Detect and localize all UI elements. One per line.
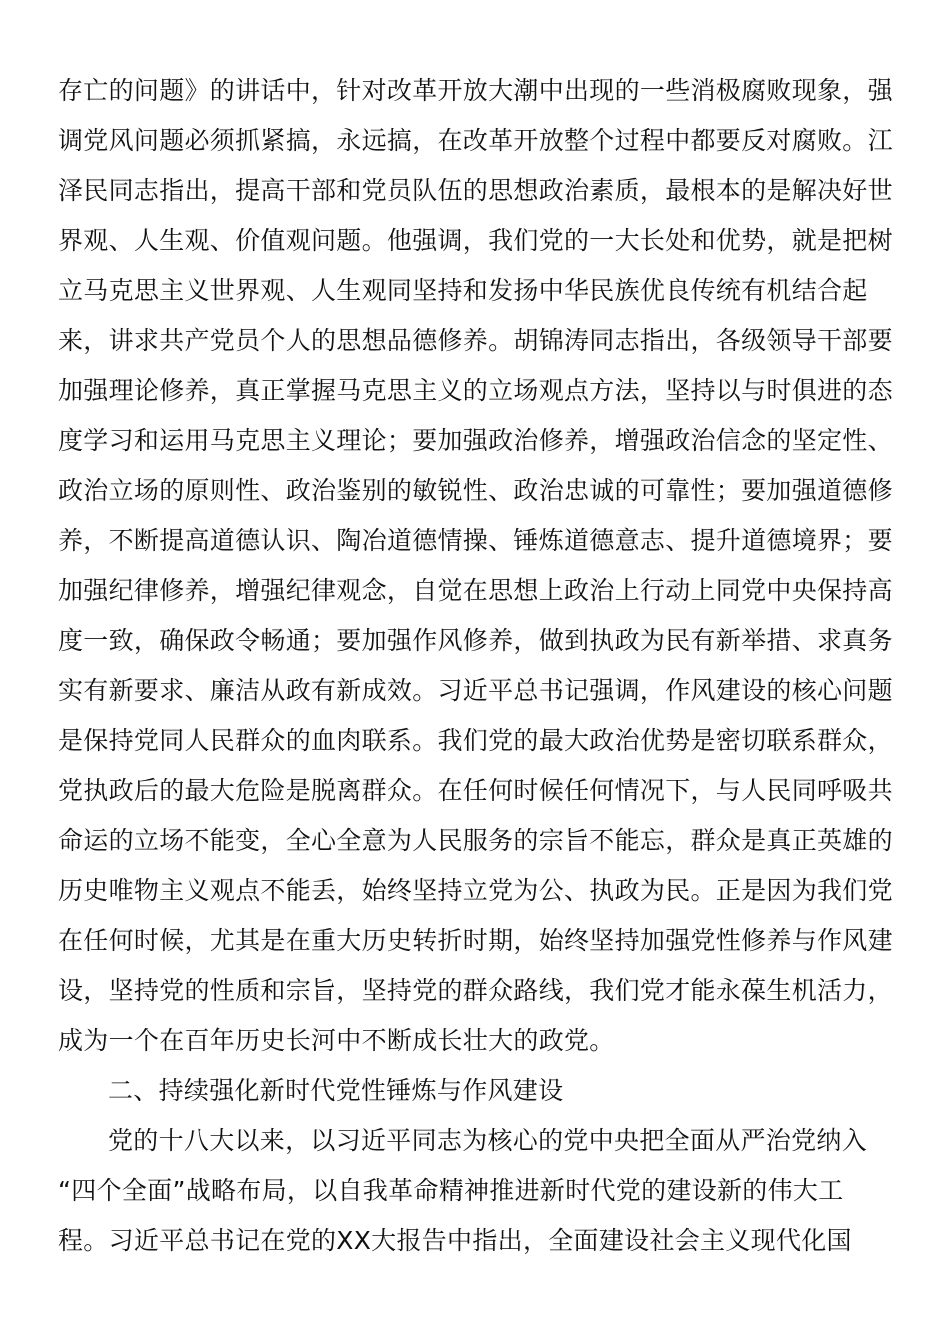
text-line: “四个全面”战略布局，以自我革命精神推进新时代党的建设新的伟大工 (58, 1176, 844, 1205)
section-heading: 二、持续强化新时代党性锤炼与作风建设 (108, 1076, 564, 1105)
text-line: 加强理论修养，真正掌握马克思主义的立场观点方法，坚持以与时俱进的态 (58, 376, 893, 405)
text-line: 立马克思主义世界观、人生观同坚持和发扬中华民族优良传统有机结合起 (58, 276, 868, 305)
text-line: 设，坚持党的性质和宗旨，坚持党的群众路线，我们党才能永葆生机活力， (58, 976, 893, 1005)
text-line: 来，讲求共产党员个人的思想品德修养。胡锦涛同志指出，各级领导干部要 (58, 326, 893, 355)
text-line: 命运的立场不能变，全心全意为人民服务的宗旨不能忘，群众是真正英雄的 (58, 826, 893, 855)
text-line: 程。习近平总书记在党的XX大报告中指出，全面建设社会主义现代化国 (58, 1226, 852, 1255)
text-line: 是保持党同人民群众的血肉联系。我们党的最大政治优势是密切联系群众， (58, 726, 893, 755)
text-line: 党执政后的最大危险是脱离群众。在任何时候任何情况下，与人民同呼吸共 (58, 776, 893, 805)
text-line: 成为一个在百年历史长河中不断成长壮大的政党。 (58, 1026, 615, 1055)
text-line: 在任何时候，尤其是在重大历史转折时期，始终坚持加强党性修养与作风建 (58, 926, 893, 955)
text-line: 党的十八大以来，以习近平同志为核心的党中央把全面从严治党纳入 (108, 1126, 868, 1155)
text-line: 度学习和运用马克思主义理论；要加强政治修养，增强政治信念的坚定性、 (58, 426, 893, 455)
text-line: 实有新要求、廉洁从政有新成效。习近平总书记强调，作风建设的核心问题 (58, 676, 893, 705)
text-line: 养，不断提高道德认识、陶冶道德情操、锤炼道德意志、提升道德境界；要 (58, 526, 893, 555)
text-line: 历史唯物主义观点不能丢，始终坚持立党为公、执政为民。正是因为我们党 (58, 876, 893, 905)
text-line: 泽民同志指出，提高干部和党员队伍的思想政治素质，最根本的是解决好世 (58, 176, 893, 205)
text-line: 存亡的问题》的讲话中，针对改革开放大潮中出现的一些消极腐败现象，强 (58, 76, 893, 105)
text-line: 度一致，确保政令畅通；要加强作风修养，做到执政为民有新举措、求真务 (58, 626, 893, 655)
text-line: 加强纪律修养，增强纪律观念，自觉在思想上政治上行动上同党中央保持高 (58, 576, 893, 605)
text-line: 调党风问题必须抓紧搞，永远搞，在改革开放整个过程中都要反对腐败。江 (58, 126, 893, 155)
text-line: 政治立场的原则性、政治鉴别的敏锐性、政治忠诚的可靠性；要加强道德修 (58, 476, 893, 505)
text-line: 界观、人生观、价值观问题。他强调，我们党的一大长处和优势，就是把树 (58, 226, 893, 255)
